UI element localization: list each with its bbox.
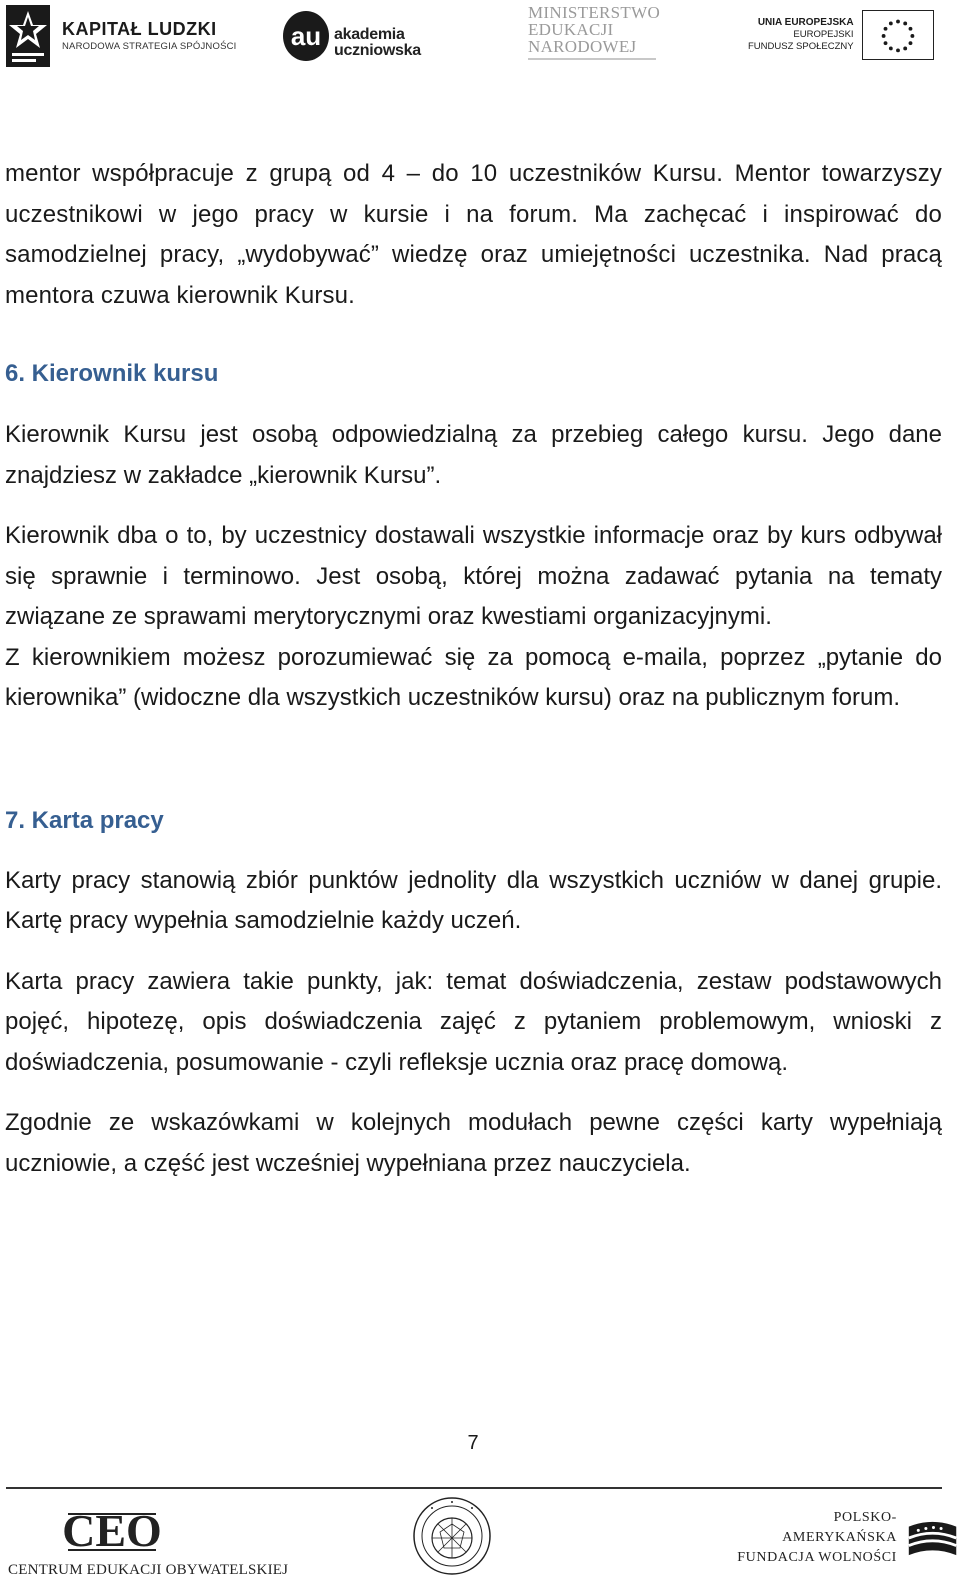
kapital-ludzki-text: [62, 20, 237, 53]
section-6-heading: 6. Kierownik kursu: [5, 360, 219, 387]
ceo-name: CENTRUM EDUKACJI OBYWATELSKIEJ: [8, 1562, 289, 1578]
section-7-paragraph-1: Karty pracy stanowią zbiór punktów jednolity dla wszystkich uczniów w danej grupie. Kartę pracy wypełnia samodzielnie każdy uczeń.: [5, 866, 942, 934]
ceo-mark-text: CEO: [62, 1505, 162, 1556]
svg-text:au: au: [290, 21, 322, 51]
ministerstwo-logo: [528, 4, 662, 66]
intro-paragraph: mentor współpracuje z grupą od 4 – do 10 uczestników Kursu. Mentor towarzyszy uczestnikowi w jego pracy w kursie i na forum. Ma zachęcać i inspirować do samodzielnej pracy, „wydobywać” wiedzę oraz umiejętności uczestnika. Nad pracą mentora czuwa kierownik Kursu.: [5, 160, 942, 309]
akademia-line1: akademia: [334, 26, 405, 43]
section-7-paragraph-2: Karta pracy zawiera takie punkty, jak: temat doświadczenia, zestaw podstawowych pojęć, hipotezę, opis doświadczenia zajęć z pytaniem problemowym, wnioski z doświadczenia, posumowanie - czyli refleksje ucznia oraz pracę domową.: [5, 967, 942, 1076]
section-7-heading: 7. Karta pracy: [5, 806, 164, 834]
kapital-ludzki-icon: [6, 5, 50, 67]
akademia-uczniowska-logo: [282, 8, 421, 64]
section-6-paragraph-1: Kierownik Kursu jest osobą odpowiedzialną za przebieg całego kursu. Jego dane znajdziesz w zakładce „kierownik Kursu”.: [5, 421, 942, 489]
ue-line1: UNIA EUROPEJSKA: [757, 16, 854, 28]
footer-divider: [6, 1487, 942, 1489]
ministerstwo-underline: [528, 58, 656, 60]
ministerstwo-line3: NARODOWEJ: [528, 37, 637, 56]
pafw-line2: FUNDACJA WOLNOŚCI: [737, 1550, 897, 1565]
page-header: [0, 0, 960, 80]
kapital-ludzki-name: KAPITAŁ LUDZKI: [62, 18, 217, 39]
unia-europejska-logo: [748, 6, 934, 64]
ue-line2: EUROPEJSKI: [793, 29, 854, 41]
ministerstwo-line1: MINISTERSTWO: [528, 3, 661, 22]
pafw-logo: [728, 1508, 960, 1568]
ministerstwo-line2: EDUKACJI: [528, 20, 614, 39]
akademia-au-icon: [282, 10, 330, 62]
pafw-line1: POLSKO-AMERYKAŃSKA: [782, 1510, 897, 1545]
unia-europejska-text: [748, 17, 854, 53]
ceo-mark-icon: [6, 1500, 218, 1560]
eu-flag-icon: [862, 10, 934, 60]
geodesic-sphere-seal-icon: [412, 1496, 492, 1576]
ceo-logo: [6, 1500, 289, 1588]
ue-line3: FUNDUSZ SPOŁECZNY: [748, 41, 854, 53]
flag-stars-stripes-icon: [905, 1516, 960, 1560]
section-6-paragraph-2: Kierownik dba o to, by uczestnicy dostawali wszystkie informacje oraz by kurs odbywał się sprawnie i terminowo. Jest osobą, której można zadawać pytania na tematy związane ze sprawami merytorycznymi oraz kwestiami organizacyjnymi.: [5, 522, 942, 630]
pafw-text: [728, 1508, 897, 1568]
kapital-ludzki-logo: [6, 4, 237, 68]
akademia-line2: uczniowska: [334, 42, 421, 59]
akademia-text: [334, 27, 421, 59]
kapital-ludzki-subtitle: NARODOWA STRATEGIA SPÓJNOŚCI: [62, 41, 237, 53]
document-body: [5, 154, 942, 1184]
page-number: 7: [467, 1432, 479, 1454]
section-6-paragraph-3: Z kierownikiem możesz porozumiewać się za pomocą e-maila, poprzez „pytanie do kierownika” (widoczne dla wszystkich uczestników kursu) oraz na publicznym forum.: [5, 643, 942, 711]
section-7-paragraph-3: Zgodnie ze wskazówkami w kolejnych modułach pewne części karty wypełniają uczniowie, a część jest wcześniej wypełniana przez nauczyciela.: [5, 1109, 942, 1177]
